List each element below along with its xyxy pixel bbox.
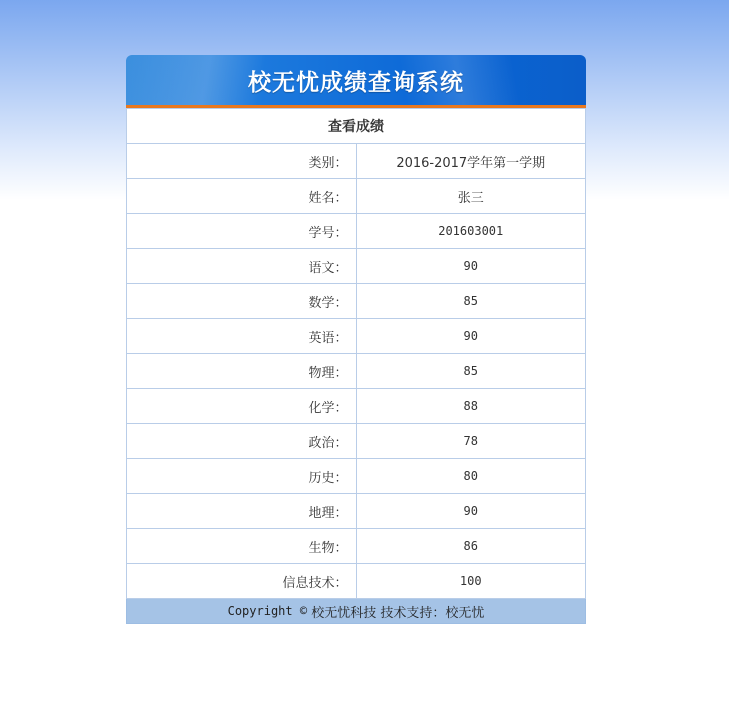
row-value: 2016-2017学年第一学期 (356, 144, 586, 179)
table-row-math (127, 284, 586, 319)
row-value: 201603001 (356, 214, 586, 249)
row-label: 化学： (127, 389, 357, 424)
row-label: 学号： (127, 214, 357, 249)
row-value: 85 (356, 354, 586, 389)
row-value: 100 (356, 564, 586, 599)
system-title: 校无忧成绩查询系统 (248, 68, 464, 96)
row-value: 88 (356, 389, 586, 424)
row-label: 物理： (127, 354, 357, 389)
row-label: 英语： (127, 319, 357, 354)
row-value: 90 (356, 494, 586, 529)
footer-support-text: 校无忧科技 技术支持：校无忧 (311, 605, 485, 621)
table-row-chinese (127, 249, 586, 284)
table-row-geography (127, 494, 586, 529)
row-value: 90 (356, 319, 586, 354)
table-row-physics (127, 354, 586, 389)
row-value: 85 (356, 284, 586, 319)
table-caption: 查看成绩 (127, 109, 586, 144)
footer-bar (126, 599, 586, 624)
row-value: 80 (356, 459, 586, 494)
row-label: 姓名： (127, 179, 357, 214)
row-value: 90 (356, 249, 586, 284)
table-row-biology (127, 529, 586, 564)
table-row-student-id (127, 214, 586, 249)
table-caption-row (127, 109, 586, 144)
row-value: 张三 (356, 179, 586, 214)
row-label: 类别： (127, 144, 357, 179)
table-row-english (127, 319, 586, 354)
table-row-history (127, 459, 586, 494)
copyright-text: Copyright © (227, 604, 308, 618)
row-label: 地理： (127, 494, 357, 529)
row-label: 数学： (127, 284, 357, 319)
row-value: 86 (356, 529, 586, 564)
table-row-chemistry (127, 389, 586, 424)
table-row-name (127, 179, 586, 214)
score-table (126, 108, 586, 599)
row-value: 78 (356, 424, 586, 459)
score-panel (126, 55, 586, 624)
row-label: 历史： (127, 459, 357, 494)
header-banner (126, 55, 586, 108)
table-row-politics (127, 424, 586, 459)
table-row-it (127, 564, 586, 599)
row-label: 生物： (127, 529, 357, 564)
row-label: 信息技术： (127, 564, 357, 599)
row-label: 语文： (127, 249, 357, 284)
row-label: 政治： (127, 424, 357, 459)
table-row-category (127, 144, 586, 179)
